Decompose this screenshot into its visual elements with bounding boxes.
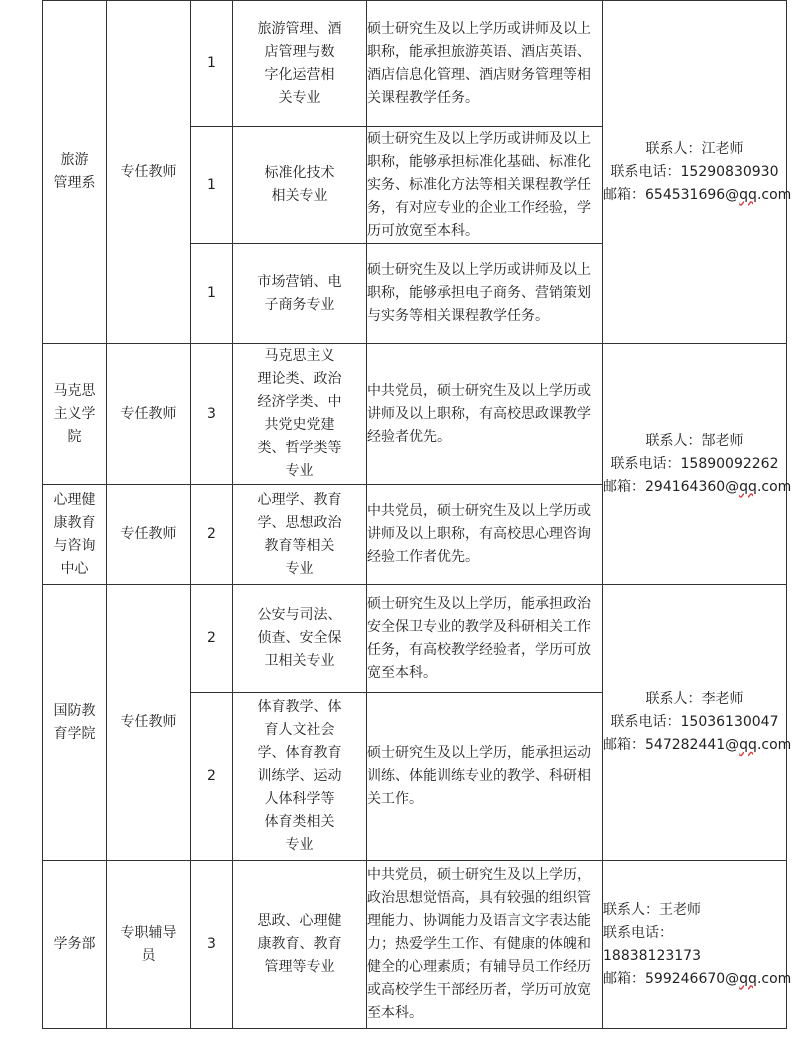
contact-phone-label: 联系电话： bbox=[603, 924, 673, 941]
count-cell: 3 bbox=[191, 344, 233, 485]
post-cell: 专任教师 bbox=[107, 1, 191, 344]
department-cell: 学务部 bbox=[43, 861, 107, 1029]
major-cell: 市场营销、电 子商务专业 bbox=[233, 244, 367, 344]
post-cell: 专任教师 bbox=[107, 344, 191, 485]
requirement-cell: 硕士研究生及以上学历或讲师及以上职称，能够承担电子商务、营销策划与实务等相关课程教学任务。 bbox=[367, 244, 603, 344]
requirement-cell: 硕士研究生及以上学历，能承担运动训练、体能训练专业的教学、科研相关工作。 bbox=[367, 693, 603, 861]
contact-info bbox=[603, 899, 792, 991]
major-cell: 标准化技术 相关专业 bbox=[233, 127, 367, 244]
count-cell: 2 bbox=[191, 485, 233, 585]
contact-cell bbox=[603, 585, 792, 861]
department-cell: 马克思 主义学 院 bbox=[43, 344, 107, 485]
count-cell: 3 bbox=[191, 861, 233, 1029]
major-cell: 体育教学、体 育人文社会 学、体育教育 训练学、运动 人体科学等 体育类相关 专业 bbox=[233, 693, 367, 861]
requirement-cell: 硕士研究生及以上学历或讲师及以上职称，能承担旅游英语、酒店英语、酒店信息化管理、酒店财务管理等相关课程教学任务。 bbox=[367, 1, 603, 127]
contact-info bbox=[603, 430, 792, 499]
table-row bbox=[43, 861, 787, 1029]
count-cell: 2 bbox=[191, 693, 233, 861]
post-cell: 专任教师 bbox=[107, 485, 191, 585]
post-cell: 专职辅导 员 bbox=[107, 861, 191, 1029]
department-cell: 旅游 管理系 bbox=[43, 1, 107, 344]
major-cell: 心理学、教育 学、思想政治 教育等相关 专业 bbox=[233, 485, 367, 585]
department-cell: 国防教 育学院 bbox=[43, 585, 107, 861]
count-cell: 1 bbox=[191, 127, 233, 244]
major-cell: 思政、心理健 康教育、教育 管理等专业 bbox=[233, 861, 367, 1029]
contact-person: 联系人：郜老师 bbox=[645, 432, 744, 449]
contact-person: 联系人：王老师 bbox=[603, 901, 701, 918]
requirement-cell: 中共党员，硕士研究生及以上学历或讲师及以上职称，有高校思政课教学经验者优先。 bbox=[367, 344, 603, 485]
contact-email: 邮箱：599246670@qq.com bbox=[603, 970, 792, 987]
count-cell: 1 bbox=[191, 244, 233, 344]
contact-person: 联系人：江老师 bbox=[645, 140, 744, 157]
contact-info bbox=[603, 688, 792, 757]
post-cell: 专任教师 bbox=[107, 585, 191, 861]
contact-info bbox=[603, 138, 792, 207]
major-cell: 公安与司法、 侦查、安全保 卫相关专业 bbox=[233, 585, 367, 693]
contact-email: 邮箱：547282441@qq.com bbox=[603, 737, 792, 753]
contact-email: 邮箱：294164360@qq.com bbox=[603, 478, 792, 495]
recruitment-table bbox=[42, 0, 792, 1029]
contact-email: 邮箱：654531696@qq.com bbox=[603, 186, 792, 203]
requirement-cell: 硕士研究生及以上学历或讲师及以上职称，能够承担标准化基础、标准化实务、标准化方法等相关课程教学任务，有对应专业的企业工作经验，学历可放宽至本科。 bbox=[367, 127, 603, 244]
contact-cell bbox=[603, 861, 792, 1029]
contact-phone: 18838123173 bbox=[603, 947, 701, 964]
requirement-cell: 中共党员，硕士研究生及以上学历或讲师及以上职称，有高校思心理咨询经验工作者优先。 bbox=[367, 485, 603, 585]
major-cell: 马克思主义 理论类、政治 经济学类、中 共党史党建 类、哲学类等 专业 bbox=[233, 344, 367, 485]
contact-person: 联系人：李老师 bbox=[645, 691, 744, 707]
contact-phone: 联系电话：15890092262 bbox=[610, 455, 779, 472]
contact-cell bbox=[603, 1, 792, 344]
contact-phone: 联系电话：15290830930 bbox=[610, 163, 779, 180]
count-cell: 2 bbox=[191, 585, 233, 693]
table-row bbox=[43, 344, 787, 485]
contact-phone: 联系电话：15036130047 bbox=[610, 714, 779, 730]
requirement-cell: 中共党员，硕士研究生及以上学历，政治思想觉悟高，具有较强的组织管理能力、协调能力及语言文字表达能力；热爱学生工作、有健康的体魄和健全的心理素质；有辅导员工作经历或高校学生干部经历者，学历可放宽至本科。 bbox=[367, 861, 603, 1029]
requirement-cell: 硕士研究生及以上学历，能承担政治安全保卫专业的教学及科研相关工作任务，有高校教学经验者，学历可放宽至本科。 bbox=[367, 585, 603, 693]
contact-cell bbox=[603, 344, 792, 585]
count-cell: 1 bbox=[191, 1, 233, 127]
table-row bbox=[43, 1, 787, 127]
department-cell: 心理健 康教育 与咨询 中心 bbox=[43, 485, 107, 585]
table-row bbox=[43, 585, 787, 693]
major-cell: 旅游管理、酒 店管理与数 字化运营相 关专业 bbox=[233, 1, 367, 127]
